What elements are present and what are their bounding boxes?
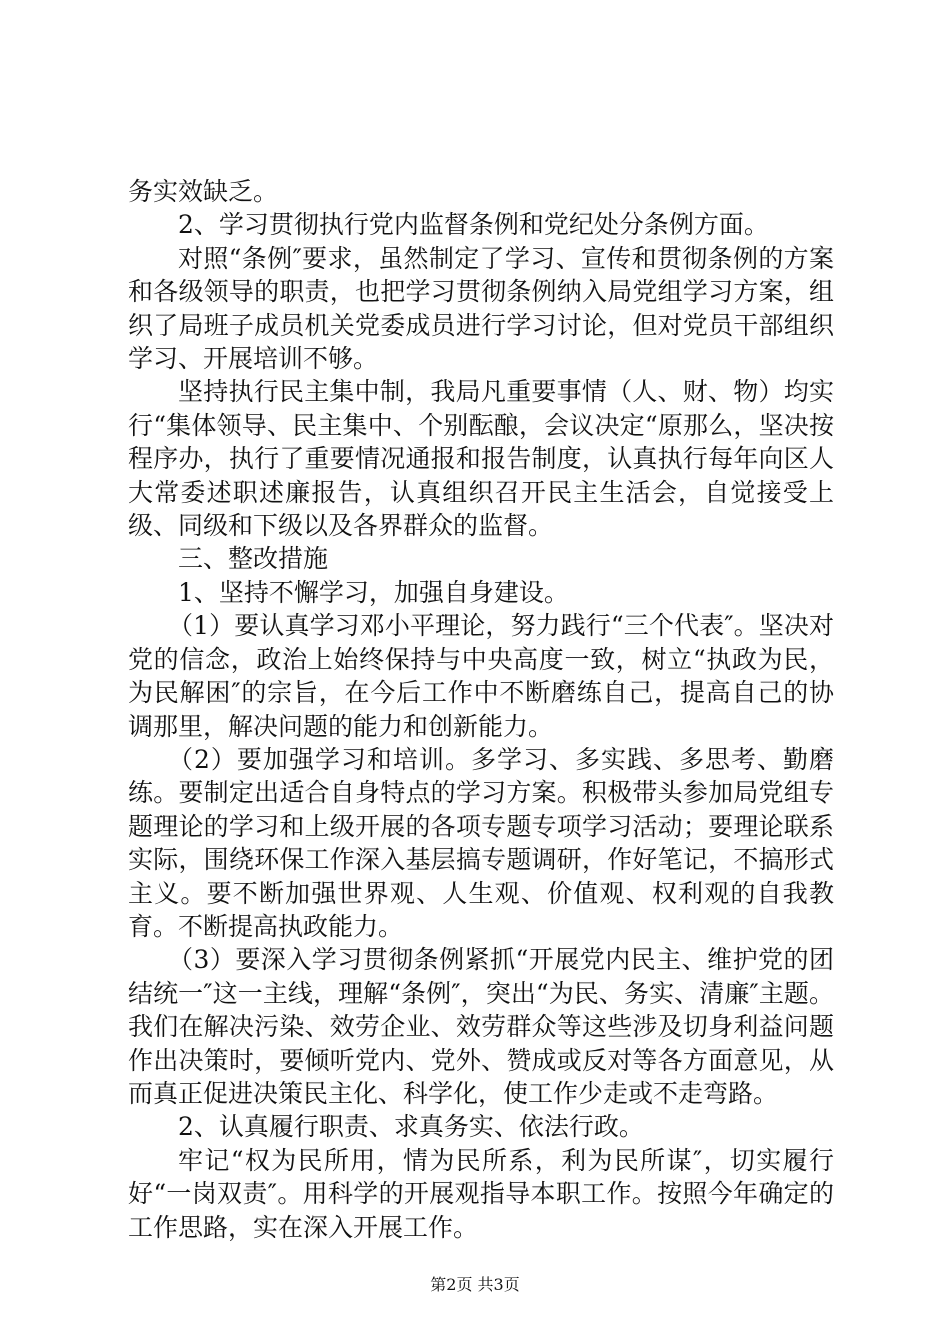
paragraph-regulation-study: 对照“条例″要求，虽然制定了学习、宣传和贯彻条例的方案和各级领导的职责，也把学习贯彻条例纳入局党组学习方案，组织了局班子成员机关党委成员进行学习讨论，但对党员干部组织学习、开展培训不够。 [128,243,834,374]
paragraph-item-1-heading: 1、坚持不懈学习，加强自身建设。 [178,577,569,607]
paragraph-item-2-heading: 2、认真履行职责、求真务实、依法行政。 [178,1112,644,1142]
paragraph-subitem-2: （2）要加强学习和培训。多学习、多实践、多思考、勤磨练。要制定出适合自身特点的学习方案。积极带头参加局党组专题理论的学习和上级开展的各项专题专项学习活动；要理论联系实际，围绕环保工作深入基层搞专题调研，作好笔记，不搞形式主义。要不断加强世界观、人生观、价值观、权利观的自我教育。不断提高执政能力。 [128,744,834,941]
paragraph-section-2-heading: 2、学习贯彻执行党内监督条例和党纪处分条例方面。 [178,210,769,240]
paragraph-subitem-3: （3）要深入学习贯彻条例紧抓“开展党内民主、维护党的团结统一″这一主线，理解“条例″，突出“为民、务实、清廉″主题。我们在解决污染、效劳企业、效劳群众等这些涉及切身利益问题作出决策时，要倾听党内、党外、赞成或反对等各方面意见，从而真正促进决策民主化、科学化，使工作少走或不走弯路。 [128,945,834,1108]
document-body [128,175,834,1244]
paragraph-duties: 牢记“权为民所用，情为民所系，利为民所谋″，切实履行好“一岗双责″。用科学的开展观指导本职工作。按照今年确定的工作思路，实在深入开展工作。 [128,1145,834,1242]
paragraph-continuation: 务实效缺乏。 [128,177,279,206]
page-footer: 第2页 共3页 [430,1275,520,1294]
paragraph-subitem-1: （1）要认真学习邓小平理论，努力践行“三个代表″。坚决对党的信念，政治上始终保持与中央高度一致，树立“执政为民，为民解困″的宗旨，在今后工作中不断磨练自己，提高自己的协调那里，解决问题的能力和创新能力。 [128,611,834,741]
paragraph-democratic-centralism: 坚持执行民主集中制，我局凡重要事情（人、财、物）均实行“集体领导、民主集中、个别酝酿，会议决定“原那么，坚决按程序办，执行了重要情况通报和报告制度，认真执行每年向区人大常委述职述廉报告，认真组织召开民主生活会，自觉接受上级、同级和下级以及各界群众的监督。 [128,377,834,541]
section-heading-rectification: 三、整改措施 [178,544,329,574]
